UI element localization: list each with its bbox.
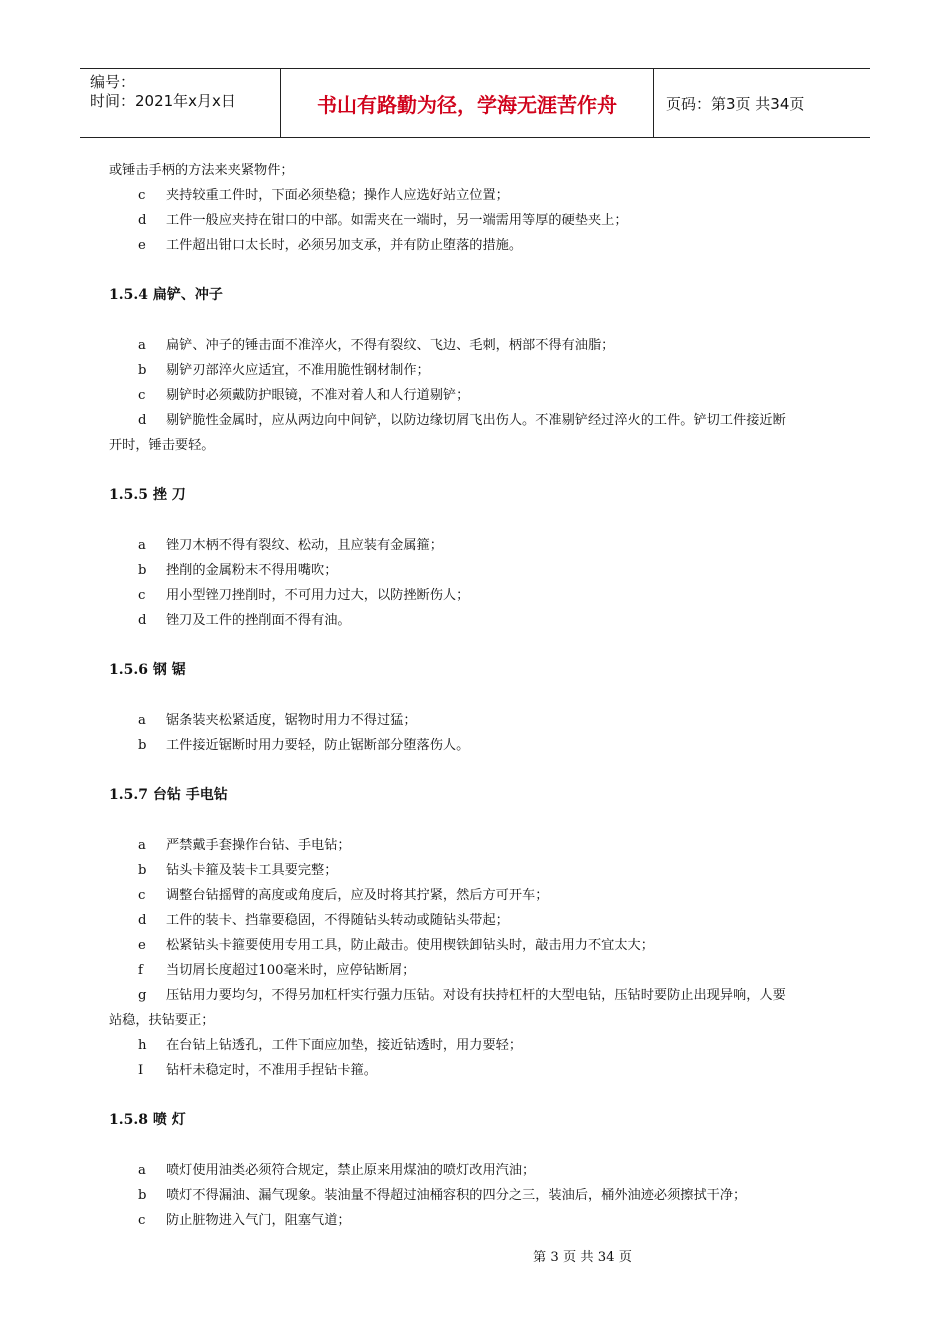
- item-label: d: [138, 613, 147, 628]
- list-item: [109, 833, 849, 858]
- list-item: [109, 958, 849, 983]
- list-item: [109, 883, 849, 908]
- item-text: 剔铲刃部淬火应适宜，不准用脆性钢材制作；: [166, 363, 430, 378]
- header-page-label: 页码：第3页 共34页: [666, 94, 805, 113]
- item-text: 工件的装卡、挡靠要稳固，不得随钻头转动或随钻头带起；: [166, 913, 509, 928]
- item-text: 压钻用力要均匀，不得另加杠杆实行强力压钻。对设有扶持杠杆的大型电钻，压钻时要防止出现异响，人要: [166, 988, 786, 1003]
- section-title: 1.5.6 钢 锯: [109, 662, 186, 678]
- section: [109, 1108, 849, 1233]
- list-item: [109, 208, 849, 233]
- list-item: [109, 333, 849, 358]
- item-label: d: [138, 213, 147, 228]
- item-text: 夹持较重工件时，下面必须垫稳；操作人应选好站立位置；: [166, 188, 509, 203]
- item-text: 喷灯不得漏油、漏气现象。装油量不得超过油桶容积的四分之三，装油后，桶外油迹必须擦拭干净；: [166, 1188, 747, 1203]
- list-item: [109, 183, 849, 208]
- list-item: [109, 383, 849, 408]
- item-text: 工件一般应夹持在钳口的中部。如需夹在一端时，另一端需用等厚的硬垫夹上；: [166, 213, 628, 228]
- list-item: [109, 908, 849, 933]
- item-label: a: [138, 838, 146, 853]
- list-item: [109, 983, 849, 1008]
- item-text: 调整台钻摇臂的高度或角度后，应及时将其拧紧，然后方可开车；: [166, 888, 549, 903]
- item-label: b: [138, 563, 147, 578]
- item-label: b: [138, 1188, 147, 1203]
- footer-page-text: 第 3 页 共 34 页: [533, 1250, 632, 1265]
- section-title: 1.5.8 喷 灯: [109, 1112, 186, 1128]
- list-item: [109, 858, 849, 883]
- intro-line: 或锤击手柄的方法来夹紧物件；: [109, 163, 294, 178]
- item-text: 当切屑长度超过100毫米时，应停钻断屑；: [166, 963, 416, 978]
- item-text: 防止脏物进入气门，阻塞气道；: [166, 1213, 351, 1228]
- page-header: [80, 68, 870, 138]
- list-item: [109, 358, 849, 383]
- list-item: [109, 233, 849, 258]
- item-text: 工件超出钳口太长时，必须另加支承，并有防止堕落的措施。: [166, 238, 523, 253]
- item-label: c: [138, 1213, 146, 1228]
- item-label: f: [138, 963, 143, 978]
- item-label: c: [138, 388, 146, 403]
- item-text: 用小型锉刀挫削时，不可用力过大，以防挫断伤人；: [166, 588, 470, 603]
- item-label: I: [138, 1063, 144, 1078]
- header-time-label: 时间：2021年x月x日: [90, 92, 236, 110]
- item-text: 在台钻上钻透孔，工件下面应加垫，接近钻透时，用力要轻；: [166, 1038, 523, 1053]
- item-label: h: [138, 1038, 147, 1053]
- list-item: [109, 583, 849, 608]
- item-label: d: [138, 913, 147, 928]
- list-item: [109, 933, 849, 958]
- item-label: e: [138, 938, 146, 953]
- document-body: [109, 158, 849, 1233]
- list-item: [109, 708, 849, 733]
- item-label: a: [138, 538, 146, 553]
- item-label: c: [138, 588, 146, 603]
- list-item: [109, 1158, 849, 1183]
- sections: [109, 283, 849, 1233]
- list-item: [109, 558, 849, 583]
- section-title: 1.5.5 挫 刀: [109, 487, 186, 503]
- list-item: [109, 1183, 849, 1208]
- item-text: 喷灯使用油类必须符合规定，禁止原来用煤油的喷灯改用汽油；: [166, 1163, 536, 1178]
- list-item: [109, 733, 849, 758]
- header-motto: 书山有路勤为径，学海无涯苦作舟: [281, 69, 654, 137]
- item-text: 挫削的金属粉末不得用嘴吹；: [166, 563, 338, 578]
- item-label: d: [138, 413, 147, 428]
- item-text: 钻杆未稳定时，不准用手捏钻卡箍。: [166, 1063, 377, 1078]
- list-item: [109, 408, 849, 433]
- list-item: [109, 1058, 849, 1083]
- item-label: c: [138, 188, 146, 203]
- list-item: [109, 1033, 849, 1058]
- header-number-label: 编号：: [90, 73, 136, 91]
- item-text: 剔铲脆性金属时，应从两边向中间铲，以防边缘切屑飞出伤人。不准剔铲经过淬火的工件。铲切工件接近断: [166, 413, 786, 428]
- list-item: [109, 533, 849, 558]
- section-title: 1.5.4 扁铲、冲子: [109, 287, 223, 303]
- list-item: [109, 608, 849, 633]
- item-text: 松紧钻头卡箍要使用专用工具，防止敲击。使用楔铁卸钻头时，敲击用力不宜太大；: [166, 938, 654, 953]
- item-text: 锯条装夹松紧适度，锯物时用力不得过猛；: [166, 713, 417, 728]
- item-label: e: [138, 238, 146, 253]
- item-label: g: [138, 988, 147, 1003]
- section: [109, 658, 849, 758]
- section: [109, 483, 849, 633]
- item-label: a: [138, 713, 146, 728]
- item-text: 锉刀木柄不得有裂纹、松动，且应装有金属箍；: [166, 538, 443, 553]
- item-text: 工件接近锯断时用力要轻，防止锯断部分堕落伤人。: [166, 738, 470, 753]
- item-continuation: 开时，锤击要轻。: [109, 438, 215, 453]
- item-label: b: [138, 363, 147, 378]
- intro-list: [109, 183, 849, 258]
- item-text: 剔铲时必须戴防护眼镜，不准对着人和人行道剔铲；: [166, 388, 470, 403]
- section: [109, 283, 849, 458]
- item-text: 严禁戴手套操作台钻、手电钻；: [166, 838, 351, 853]
- section: [109, 783, 849, 1083]
- item-label: c: [138, 888, 146, 903]
- page-footer: [0, 1246, 950, 1265]
- item-text: 扁铲、冲子的锤击面不准淬火，不得有裂纹、飞边、毛刺，柄部不得有油脂；: [166, 338, 615, 353]
- item-label: b: [138, 863, 147, 878]
- header-info: [80, 69, 281, 137]
- item-label: a: [138, 1163, 146, 1178]
- list-item: [109, 1208, 849, 1233]
- item-continuation: 站稳，扶钻要正；: [109, 1013, 215, 1028]
- item-label: a: [138, 338, 146, 353]
- section-title: 1.5.7 台钻 手电钻: [109, 787, 228, 803]
- item-text: 锉刀及工件的挫削面不得有油。: [166, 613, 351, 628]
- item-label: b: [138, 738, 147, 753]
- item-text: 钻头卡箍及装卡工具要完整；: [166, 863, 338, 878]
